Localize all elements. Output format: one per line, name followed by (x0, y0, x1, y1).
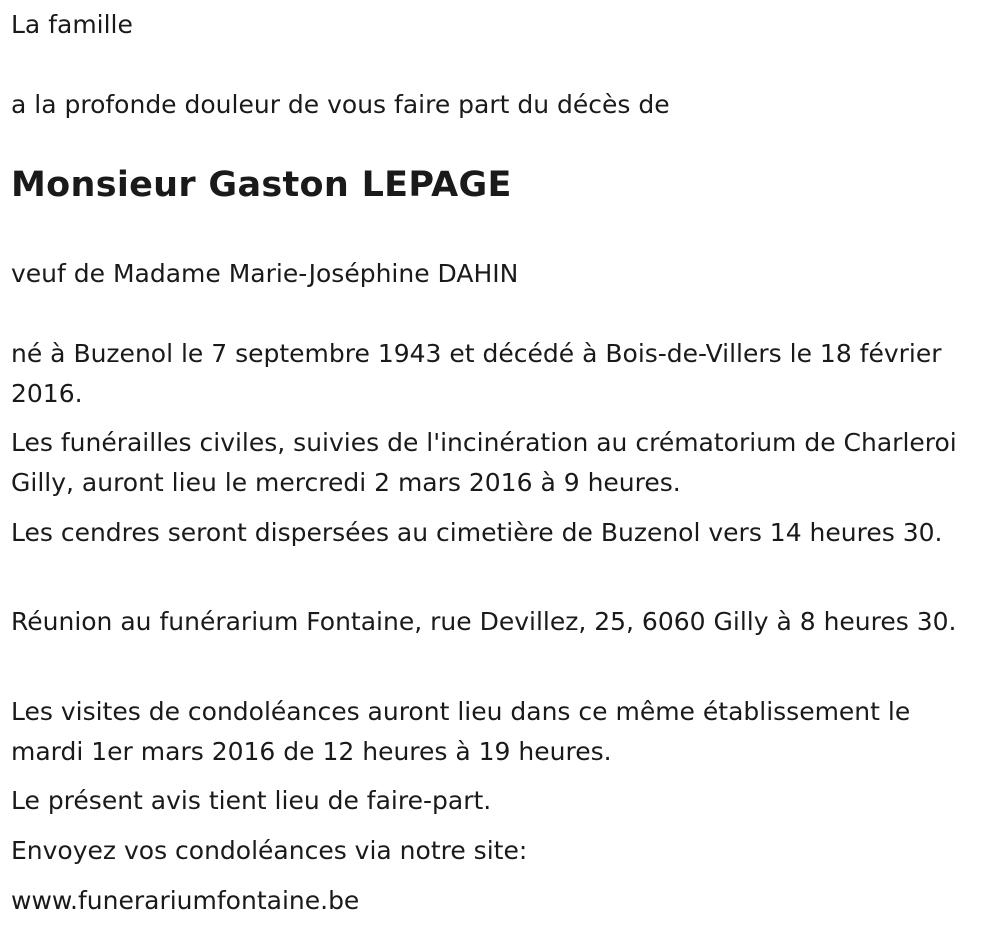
funeral-paragraph: Les funérailles civiles, suivies de l'incinération au crématorium de Charleroi Gilly, auront lieu le mercredi 2 mars 2016 à 9 heures. (11, 428, 957, 497)
meeting-paragraph: Réunion au funérarium Fontaine, rue Devillez, 25, 6060 Gilly à 8 heures 30. (11, 607, 957, 636)
widower-of: veuf de Madame Marie-Joséphine DAHIN (11, 259, 519, 288)
intro-family: La famille (11, 10, 133, 39)
ashes-paragraph: Les cendres seront dispersées au cimetière de Buzenol vers 14 heures 30. (11, 518, 943, 547)
notice-statement: Le présent avis tient lieu de faire-part. (11, 786, 492, 815)
intro-announcement: a la profonde douleur de vous faire part du décès de (11, 90, 670, 119)
birth-death-paragraph: né à Buzenol le 7 septembre 1943 et décédé à Bois-de-Villers le 18 février 2016. (11, 339, 942, 408)
website-link[interactable]: www.funerariumfontaine.be (11, 886, 360, 915)
condolences-prompt: Envoyez vos condoléances via notre site: (11, 836, 528, 865)
visits-paragraph: Les visites de condoléances auront lieu dans ce même établissement le mardi 1er mars 2016 de 12 heures à 19 heures. (11, 697, 911, 766)
deceased-name: Monsieur Gaston LEPAGE (11, 165, 512, 205)
